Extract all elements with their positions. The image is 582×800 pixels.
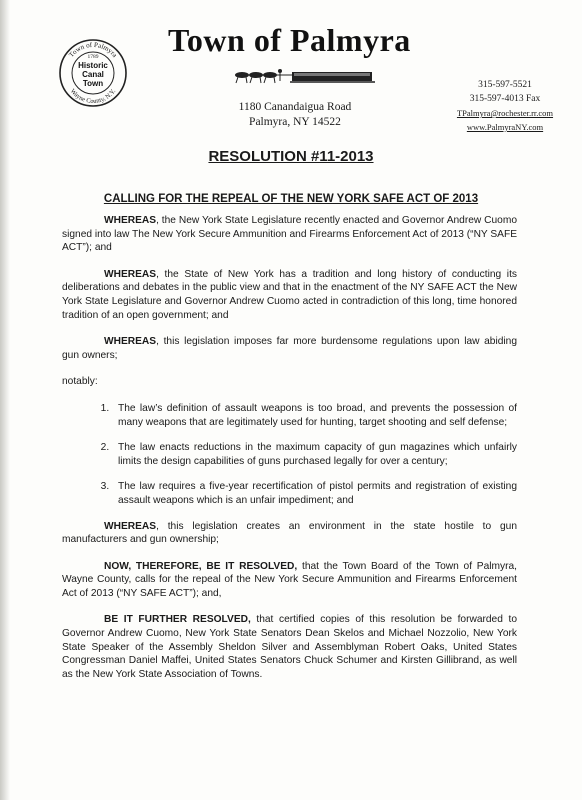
address-line1: 1180 Canandaigua Road (238, 101, 352, 113)
seal-bottom-text: Wayne County, N.Y. (68, 87, 118, 106)
seal-top-text: Town of Palmyra (67, 40, 119, 59)
contact-block (440, 78, 570, 134)
canal-boat-icon (230, 66, 380, 86)
resolution-subtitle: CALLING FOR THE REPEAL OF THE NEW YORK SAFE ACT OF 2013 (103, 193, 479, 205)
phone-number: 315-597-5521 (478, 80, 532, 90)
town-name: Town of Palmyra (168, 22, 411, 58)
whereas-paragraph (62, 520, 517, 547)
seal-year: 1789 (87, 54, 99, 60)
paragraph-text: that certified copies of this resolution be forwarded to Governor Andrew Cuomo, New York State Senators Dean Skelos and Michael Nozzolio, New York State Speaker of the Assembly Sheldon Silver and Assemblyman Robert Oaks, United States Congressman Daniel Maffei, United States Senators Chuck Schumer and Kirsten Gillibrand, as well as the New York State Association of Towns. (62, 614, 517, 680)
paragraph-lead: WHEREAS (104, 520, 157, 532)
paragraph-lead: WHEREAS (104, 215, 157, 226)
paragraph-text: , this legislation imposes far more burdensome regulations upon law abiding gun owners; (62, 336, 517, 361)
findings-list (62, 402, 517, 508)
notably-label: notably: (62, 376, 98, 388)
resolution-body (62, 214, 517, 694)
website-link[interactable]: www.PalmyraNY.com (466, 122, 544, 132)
seal-line3: Town (82, 79, 104, 88)
fax-number: 315-597-4013 Fax (469, 94, 541, 104)
resolved-paragraph (62, 560, 517, 601)
list-item: 2. The law enacts reductions in the maximum capacity of gun magazines which unfairly limits the design capabilities of guns purchased legally for over a century; (112, 441, 517, 468)
paragraph-text: , this legislation creates an environment in the state hostile to gun manufacturers and gun ownership; (62, 520, 517, 546)
paragraph-text: , the State of New York has a tradition and long history of conducting its deliberations and debates in the public view and that in the enactment of the NY SAFE ACT the New York State Legislature and Governor Andrew Cuomo acted in contradiction of this long, time honored tradition of an open government; and (62, 268, 517, 321)
resolution-title: RESOLUTION #11-2013 (208, 148, 374, 165)
svg-text:Wayne County, N.Y. (69, 88, 118, 105)
paragraph-text: , the New York State Legislature recently enacted and Governor Andrew Cuomo signed into law The New York Secure Ammunition and Firearms Enforcement Act of 2013 (“NY SAFE ACT”); and (62, 215, 517, 254)
seal-line1: Historic (78, 61, 108, 70)
email-link[interactable]: TPalmyra@rochester.rr.com (456, 108, 554, 118)
further-resolved-paragraph (62, 613, 517, 681)
whereas-paragraph (62, 268, 517, 322)
paragraph-lead: WHEREAS (104, 268, 157, 280)
list-item: 1. The law’s definition of assault weapons is too broad, and prevents the possession of many weapons that are legitimately used for hunting, target shooting and self defense; (112, 402, 517, 429)
whereas-paragraph (62, 335, 517, 362)
seal-line2: Canal (82, 70, 104, 79)
address-line2: Palmyra, NY 14522 (249, 116, 341, 128)
whereas-paragraph (62, 214, 517, 255)
town-address (220, 100, 370, 130)
paragraph-lead: NOW, THEREFORE, BE IT RESOLVED, (104, 560, 298, 572)
paragraph-lead: BE IT FURTHER RESOLVED, (104, 614, 251, 626)
paragraph-text: that the Town Board of the Town of Palmyra, Wayne County, calls for the repeal of the New York Secure Ammunition and Firearms Enforcement Act of 2013 (“NY SAFE ACT”); and, (62, 560, 517, 599)
paragraph-lead: WHEREAS (104, 336, 157, 348)
list-item: 3. The law requires a five-year recertification of pistol permits and registration of existing assault weapons which is an unfair impediment; and (112, 480, 517, 507)
town-seal-icon (58, 38, 128, 108)
scan-edge-shadow (0, 0, 10, 800)
